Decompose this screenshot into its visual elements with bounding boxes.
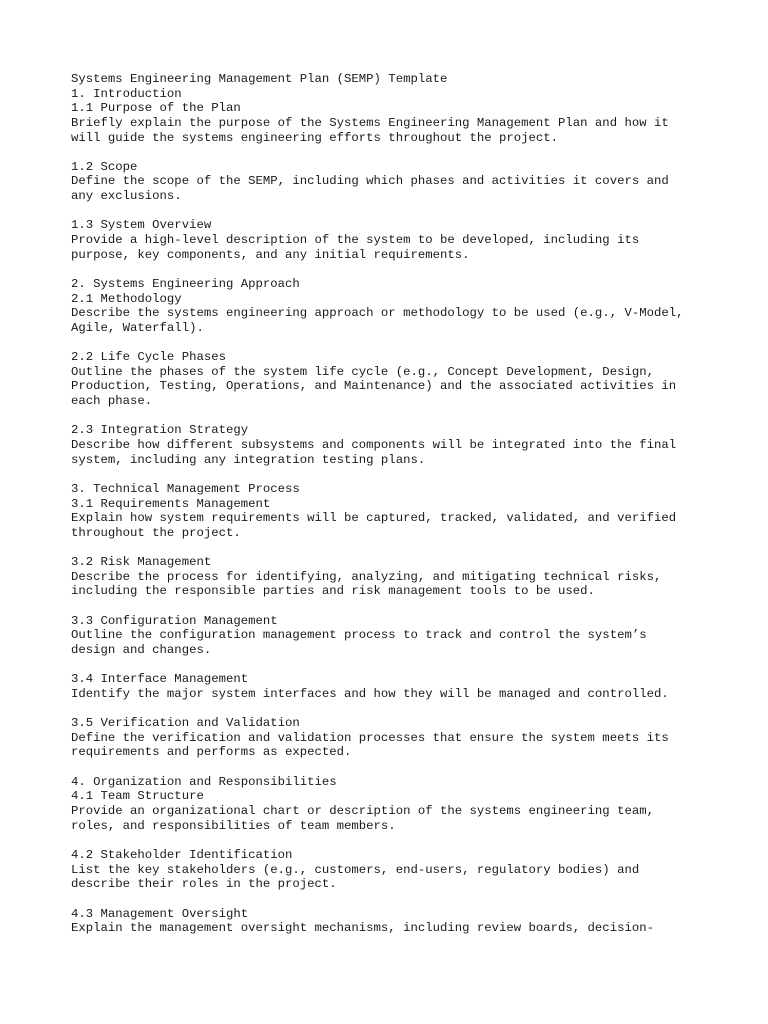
body-text: system, including any integration testing plans. [71,452,426,467]
body-text: describe their roles in the project. [71,877,337,892]
configuration-block [71,614,721,658]
body-text: will guide the systems engineering efforts throughout the project. [71,130,559,145]
section-heading: 4. Organization and Responsibilities [71,774,337,789]
subsection-heading: 3.1 Requirements Management [71,496,271,511]
body-text: Explain how system requirements will be captured, tracked, validated, and verified [71,511,677,526]
body-text: Briefly explain the purpose of the Systems Engineering Management Plan and how it [71,115,669,130]
methodology-block [71,277,721,336]
verification-block [71,716,721,760]
body-text: roles, and responsibilities of team members. [71,818,396,833]
body-text: Describe the systems engineering approach or methodology to be used (e.g., V-Model, [71,306,684,321]
subsection-heading: 3.2 Risk Management [71,555,212,570]
body-text: Explain the management oversight mechanisms, including review boards, decision- [71,921,654,936]
body-text: including the responsible parties and risk management tools to be used. [71,584,595,599]
body-text: each phase. [71,394,153,409]
body-text: Describe how different subsystems and components will be integrated into the final [71,438,677,453]
body-text: Outline the configuration management process to track and control the system’s [71,628,647,643]
body-text: requirements and performs as expected. [71,745,352,760]
subsection-heading: 3.3 Configuration Management [71,613,278,628]
body-text: Identify the major system interfaces and how they will be managed and controlled. [71,686,669,701]
body-text: Provide a high-level description of the system to be developed, including its [71,233,640,248]
intro-block [71,72,721,145]
system-overview-block [71,218,721,262]
body-text: List the key stakeholders (e.g., customers, end-users, regulatory bodies) and [71,862,640,877]
body-text: any exclusions. [71,189,182,204]
subsection-heading: 4.1 Team Structure [71,789,204,804]
team-structure-block [71,775,721,834]
requirements-block [71,482,721,541]
body-text: throughout the project. [71,525,241,540]
life-cycle-block [71,350,721,409]
subsection-heading: 3.4 Interface Management [71,672,249,687]
body-text: Provide an organizational chart or description of the systems engineering team, [71,804,654,819]
body-text: Define the scope of the SEMP, including which phases and activities it covers and [71,174,669,189]
subsection-heading: 1.2 Scope [71,159,138,174]
stakeholder-block [71,848,721,892]
body-text: Define the verification and validation processes that ensure the system meets its [71,730,669,745]
oversight-block [71,907,721,936]
body-text: Describe the process for identifying, analyzing, and mitigating technical risks, [71,569,662,584]
subsection-heading: 1.3 System Overview [71,218,212,233]
subsection-heading: 2.2 Life Cycle Phases [71,350,226,365]
section-heading: 2. Systems Engineering Approach [71,276,300,291]
subsection-heading: 3.5 Verification and Validation [71,716,300,731]
risk-block [71,555,721,599]
subsection-heading: 4.3 Management Oversight [71,906,249,921]
document-page [71,72,721,936]
section-heading: 1. Introduction [71,86,182,101]
section-heading: 3. Technical Management Process [71,481,300,496]
integration-block [71,423,721,467]
scope-block [71,160,721,204]
body-text: Outline the phases of the system life cycle (e.g., Concept Development, Design, [71,364,654,379]
interface-block [71,672,721,701]
subsection-heading: 1.1 Purpose of the Plan [71,101,241,116]
body-text: purpose, key components, and any initial requirements. [71,247,470,262]
body-text: Production, Testing, Operations, and Maintenance) and the associated activities in [71,379,677,394]
body-text: Agile, Waterfall). [71,320,204,335]
subsection-heading: 4.2 Stakeholder Identification [71,847,293,862]
subsection-heading: 2.1 Methodology [71,291,182,306]
subsection-heading: 2.3 Integration Strategy [71,423,249,438]
document-title: Systems Engineering Management Plan (SEMP) Template [71,72,448,86]
body-text: design and changes. [71,642,212,657]
